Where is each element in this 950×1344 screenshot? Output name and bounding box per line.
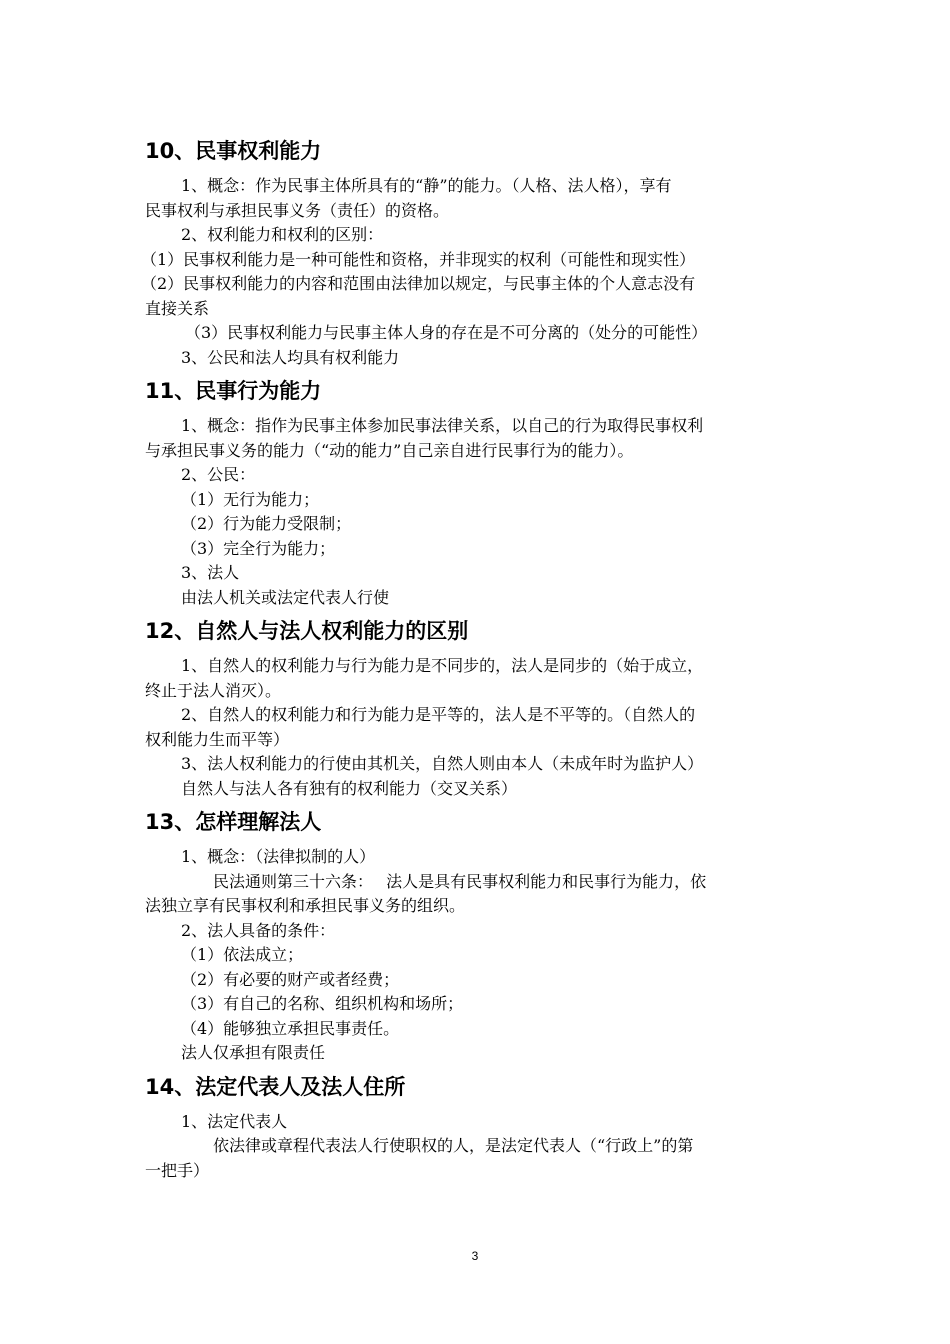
paragraph-line: （2）民事权利能力的内容和范围由法律加以规定，与民事主体的个人意志没有 xyxy=(141,274,696,293)
section-heading: 14、法定代表人及法人住所 xyxy=(145,1074,406,1099)
paragraph-line: （2）行为能力受限制； xyxy=(181,514,352,533)
paragraph-line: 1、自然人的权利能力与行为能力是不同步的，法人是同步的（始于成立， xyxy=(181,656,704,675)
paragraph-line: 法独立享有民事权利和承担民事义务的组织。 xyxy=(145,896,466,915)
paragraph-line: 终止于法人消灭）。 xyxy=(145,680,282,700)
page-number: 3 xyxy=(471,1249,479,1263)
paragraph-line: 3、法人 xyxy=(181,563,240,582)
paragraph-line: 1、概念：作为民事主体所具有的“静”的能力。（人格、法人格），享有 xyxy=(181,176,672,195)
paragraph-line: （1）民事权利能力是一种可能性和资格，并非现实的权利（可能性和现实性） xyxy=(141,249,696,269)
section-heading: 10、民事权利能力 xyxy=(145,139,322,163)
paragraph-line: （1）依法成立； xyxy=(181,945,304,964)
paragraph-line: （3）有自己的名称、组织机构和场所； xyxy=(181,994,464,1013)
paragraph-line: 2、公民： xyxy=(181,465,256,484)
section-14 xyxy=(145,1070,805,1184)
paragraph-line: 3、法人权利能力的行使由其机关，自然人则由本人（未成年时为监护人） xyxy=(181,754,704,773)
paragraph-line: 民事权利与承担民事义务（责任）的资格。 xyxy=(145,200,450,220)
paragraph-line: 自然人与法人各有独有的权利能力（交叉关系） xyxy=(181,778,518,798)
document-body xyxy=(141,134,805,1183)
paragraph-line: （3）完全行为能力； xyxy=(181,538,336,558)
paragraph-line: 权利能力生而平等） xyxy=(145,729,290,749)
section-13 xyxy=(145,805,805,1066)
paragraph-line: 2、法人具备的条件： xyxy=(181,920,336,940)
section-heading: 12、自然人与法人权利能力的区别 xyxy=(145,619,469,643)
paragraph-line: 依法律或章程代表法人行使职权的人，是法定代表人（“行政上”的第 xyxy=(213,1136,694,1155)
section-11 xyxy=(145,374,805,610)
section-heading: 13、怎样理解法人 xyxy=(145,810,322,834)
paragraph-line: 法人仅承担有限责任 xyxy=(181,1043,326,1062)
paragraph-line: 与承担民事义务的能力（“动的能力”自己亲自进行民事行为的能力）。 xyxy=(145,440,634,460)
paragraph-line: （4）能够独立承担民事责任。 xyxy=(181,1018,400,1038)
paragraph-line: 2、权利能力和权利的区别： xyxy=(181,225,384,244)
section-12 xyxy=(145,614,805,801)
paragraph-line: 一把手） xyxy=(145,1160,210,1180)
paragraph-line: 1、法定代表人 xyxy=(181,1111,288,1131)
paragraph-line: 2、自然人的权利能力和行为能力是平等的，法人是不平等的。（自然人的 xyxy=(181,705,696,724)
paragraph-line: （3）民事权利能力与民事主体人身的存在是不可分离的（处分的可能性） xyxy=(185,323,708,342)
paragraph-line: （2）有必要的财产或者经费； xyxy=(181,969,400,989)
paragraph-line: 1、概念：指作为民事主体参加民事法律关系，以自己的行为取得民事权利 xyxy=(181,416,704,435)
section-heading: 11、民事行为能力 xyxy=(145,379,322,403)
paragraph-line: 由法人机关或法定代表人行使 xyxy=(181,587,390,607)
paragraph-line: 民法通则第三十六条： 法人是具有民事权利能力和民事行为能力，依 xyxy=(213,871,707,891)
paragraph-line: （1）无行为能力； xyxy=(181,489,320,509)
paragraph-line: 1、概念：（法律拟制的人） xyxy=(181,847,376,866)
section-10 xyxy=(141,134,805,370)
paragraph-line: 3、公民和法人均具有权利能力 xyxy=(181,347,400,367)
paragraph-line: 直接关系 xyxy=(145,298,210,318)
